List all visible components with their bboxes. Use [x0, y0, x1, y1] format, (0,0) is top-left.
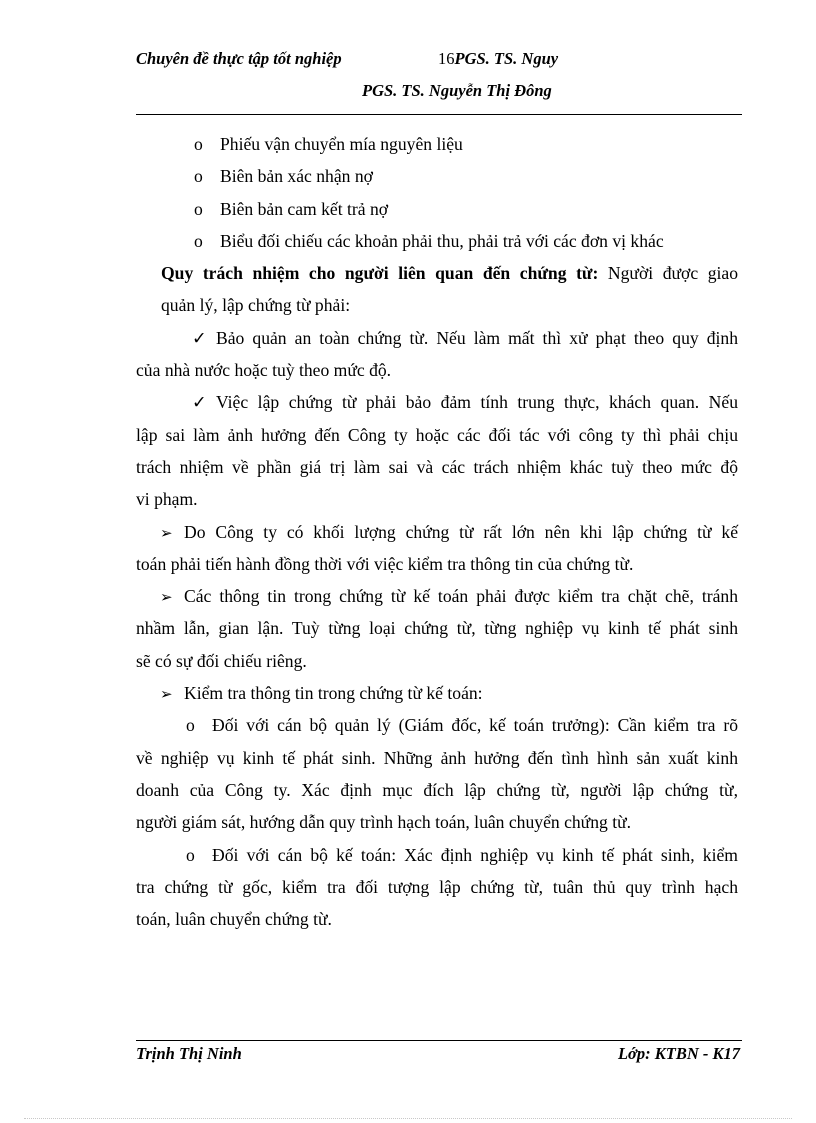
paragraph-line: về nghiệp vụ kinh tế phát sinh. Những ảnh hưởng đến tình hình sản xuất kinh: [136, 747, 738, 768]
circle-bullet-icon: o: [194, 134, 203, 154]
sub-item: o Đối với cán bộ kế toán: Xác định nghiệp vụ kinh tế phát sinh, kiểm: [136, 839, 738, 871]
list-item: o Biểu đối chiếu các khoản phải thu, phải trả với các đơn vị khác: [136, 225, 738, 257]
body-text: [136, 128, 738, 935]
list-item: o Biên bản cam kết trả nợ: [136, 193, 738, 225]
list-item: o Phiếu vận chuyển mía nguyên liệu: [136, 128, 738, 160]
check-item: ✓ Bảo quản an toàn chứng từ. Nếu làm mất thì xử phạt theo quy định: [136, 322, 738, 354]
paragraph-line: nhầm lẫn, gian lận. Tuỳ từng loại chứng từ, từng nghiệp vụ kinh tế phát sinh: [136, 618, 738, 639]
check-item: ✓ Việc lập chứng từ phải bảo đảm tính trung thực, khách quan. Nếu: [136, 386, 738, 418]
paragraph-line: toán phải tiến hành đồng thời với việc kiểm tra thông tin của chứng từ.: [136, 553, 634, 574]
checkmark-icon: ✓: [192, 327, 207, 348]
responsibility-heading: Quy trách nhiệm cho người liên quan đến chứng từ:: [161, 263, 599, 284]
page-number: 16: [438, 49, 455, 68]
circle-bullet-icon: o: [194, 166, 203, 187]
class-label: Lớp: KTBN - K17: [617, 1044, 740, 1063]
paragraph-line: trách nhiệm về phần giá trị làm sai và các trách nhiệm khác tuỳ theo mức độ: [136, 456, 738, 477]
arrow-item: ➢ Do Công ty có khối lượng chứng từ rất lớn nên khi lập chứng từ kế: [136, 516, 738, 548]
page-edge-divider: [24, 1118, 792, 1119]
arrow-item: ➢ Kiểm tra thông tin trong chứng từ kế toán:: [136, 677, 738, 709]
arrow-bullet-icon: ➢: [160, 525, 173, 542]
advisor-name: PGS. TS. Nguyễn Thị Đông: [362, 81, 552, 100]
advisor-truncated: PGS. TS. Nguy: [454, 49, 559, 68]
paragraph-line: doanh của Công ty. Xác định mục đích lập chứng từ, người lập chứng từ,: [136, 779, 738, 800]
arrow-bullet-icon: ➢: [160, 590, 173, 607]
header-right: [438, 49, 558, 69]
circle-bullet-icon: o: [186, 844, 195, 865]
list-item: o Biên bản xác nhận nợ: [136, 160, 738, 192]
paragraph-line: sẽ có sự đối chiếu riêng.: [136, 650, 307, 671]
paragraph-line: vi phạm.: [136, 489, 198, 510]
arrow-bullet-icon: ➢: [160, 687, 173, 704]
footer-divider: [136, 1040, 742, 1041]
document-title: Chuyên đề thực tập tốt nghiệp: [136, 49, 342, 68]
paragraph-line: người giám sát, hướng dẫn quy trình hạch toán, luân chuyển chứng từ.: [136, 812, 632, 833]
paragraph-line: lập sai làm ảnh hưởng đến Công ty hoặc các đối tác với công ty thì phải chịu: [136, 424, 738, 445]
paragraph-line: toán, luân chuyển chứng từ.: [136, 909, 332, 930]
responsibility-paragraph: Quy trách nhiệm cho người liên quan đến chứng từ: Người được giao: [161, 263, 739, 284]
paragraph-line: của nhà nước hoặc tuỳ theo mức độ.: [136, 360, 392, 381]
author-name: Trịnh Thị Ninh: [136, 1044, 242, 1063]
arrow-item: ➢ Các thông tin trong chứng từ kế toán phải được kiểm tra chặt chẽ, tránh: [136, 580, 738, 612]
circle-bullet-icon: o: [194, 230, 203, 251]
checkmark-icon: ✓: [192, 392, 207, 413]
circle-bullet-icon: o: [194, 198, 203, 219]
paragraph-line: tra chứng từ gốc, kiểm tra đối tượng lập chứng từ, tuân thủ quy trình hạch: [136, 876, 738, 897]
sub-item: o Đối với cán bộ quản lý (Giám đốc, kế toán trưởng): Cần kiểm tra rõ: [136, 709, 738, 741]
header-divider: [136, 114, 742, 115]
circle-bullet-icon: o: [186, 715, 195, 736]
responsibility-line: quản lý, lập chứng từ phải:: [161, 295, 351, 316]
